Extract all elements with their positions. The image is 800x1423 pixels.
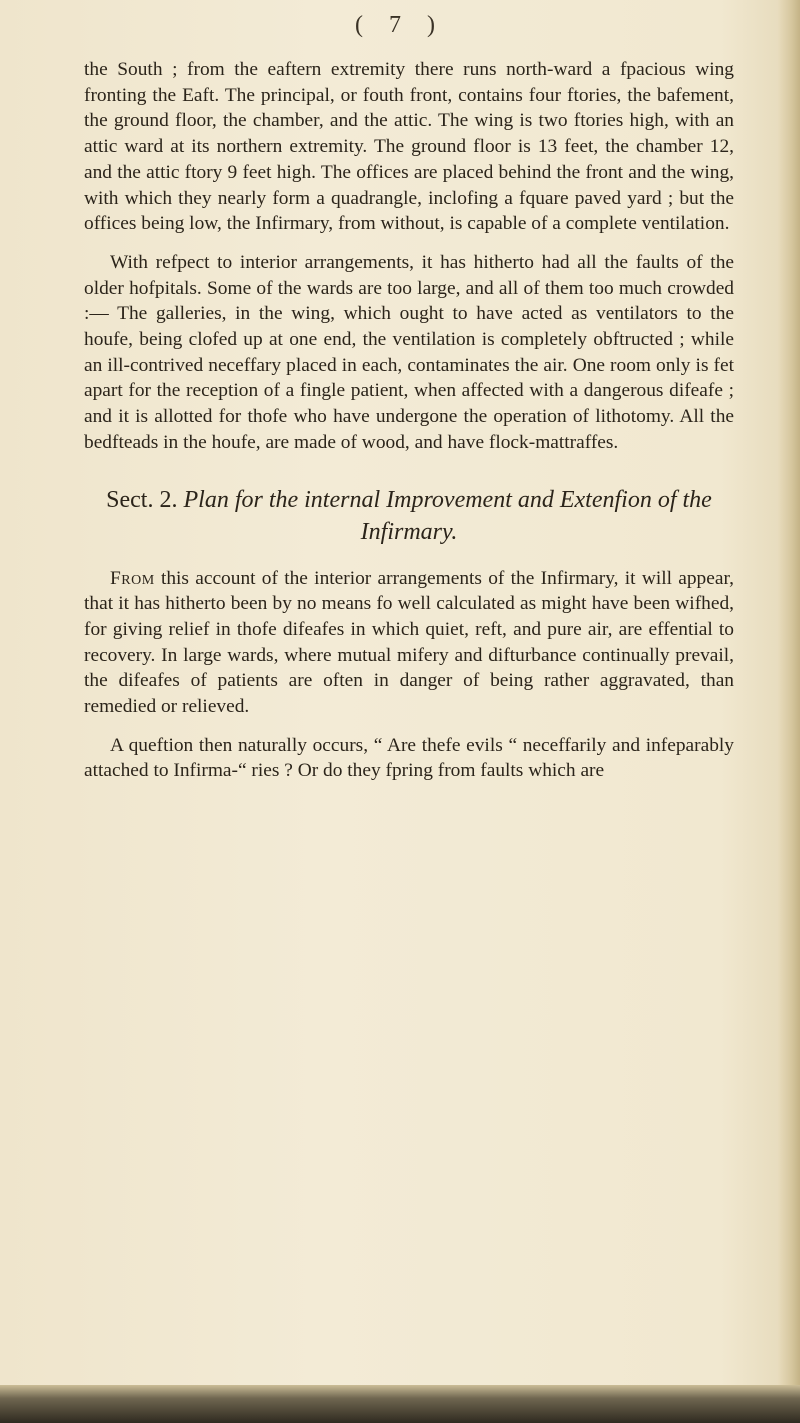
body-text bbox=[84, 57, 734, 784]
page-number: ( 7 ) bbox=[355, 12, 445, 38]
paragraph-question: A queftion then naturally occurs, “ Are thefe evils “ neceffarily and infeparably attached to Infirma-“ ries ? Or do they fpring from faults which are bbox=[84, 734, 734, 782]
scan-bottom-edge bbox=[0, 1385, 800, 1423]
page-edge-shadow bbox=[778, 0, 800, 1390]
section-number: Sect. 2. bbox=[106, 486, 178, 513]
paragraph-account-text: this account of the interior arrangements of the Infirmary, it will appear, that it has hitherto been by no means fo well calculated as might have been wifhed, for giving relief in thofe difeafes in which quiet, reft, and pure air, are effential to recovery. In large wards, where mutual mifery and difturbance continually prevail, the difeafes of patients are often in danger of being rather aggravated, than remedied or relieved. bbox=[84, 567, 734, 718]
section-title: Plan for the internal Improvement and Extenfion of the Infirmary. bbox=[183, 486, 712, 545]
section-heading bbox=[84, 484, 734, 548]
paragraph-account bbox=[84, 566, 734, 720]
paragraph-lead-word: From bbox=[110, 567, 155, 589]
paragraph-building-description: the South ; from the eaftern extremity there runs north-ward a fpacious wing fronting the Eaft. The principal, or fouth front, contains four ftories, the bafement, the ground floor, the chamber, and the attic. The wing is two ftories high, with an attic ward at its northern extremity. The ground floor is 13 feet, the chamber 12, and the attic ftory 9 feet high. The offices are placed behind the front and the wing, with which they nearly form a quadrangle, inclofing a fquare paved yard ; but the offices being low, the Infirmary, from without, is capable of a complete ventilation. bbox=[84, 59, 734, 235]
paragraph-interior-arrangements: With refpect to interior arrangements, it has hitherto had all the faults of the older hofpitals. Some of the wards are too large, and all of them too much crowded :— The galleries, in the wing, which ought to have acted as ventilators to the houfe, being clofed up at one end, the ventilation is completely obftructed ; while an ill-contrived neceffary placed in each, contaminates the air. One room only is fet apart for the reception of a fingle patient, when affected with a dangerous difeafe ; and it is allotted for thofe who have undergone the operation of lithotomy. All the bedfteads in the houfe, are made of wood, and have flock-mattraffes. bbox=[84, 251, 734, 453]
